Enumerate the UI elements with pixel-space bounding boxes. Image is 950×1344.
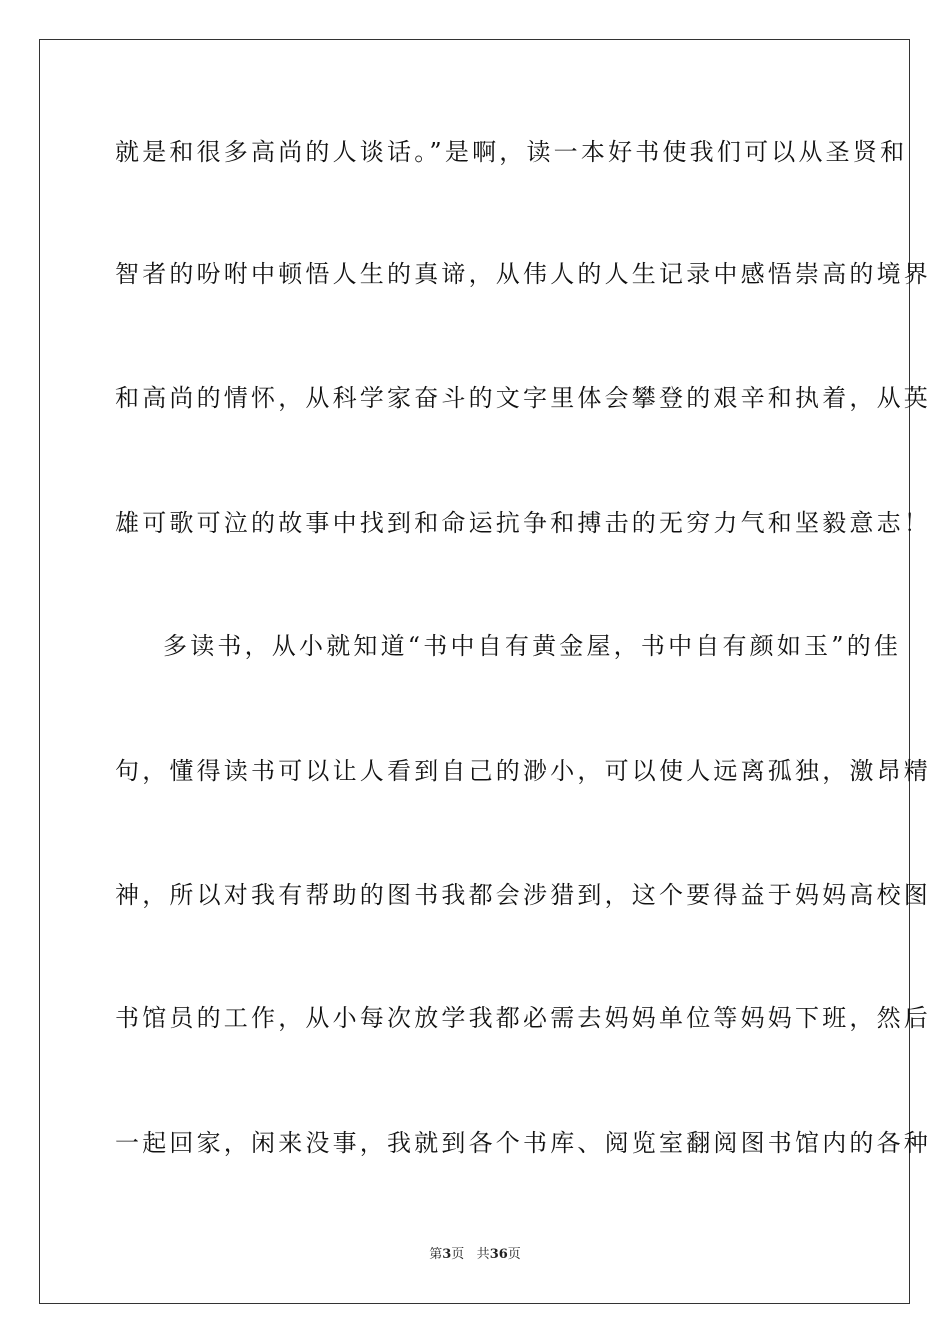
footer-page-suffix: 页 xyxy=(451,1247,465,1262)
footer-total-suffix: 页 xyxy=(507,1247,521,1262)
text-line: 神，所以对我有帮助的图书我都会涉猎到，这个要得益于妈妈高校图 xyxy=(115,881,931,909)
text-line: 一起回家，闲来没事，我就到各个书库、阅览室翻阅图书馆内的各种 xyxy=(115,1129,931,1157)
footer-page-number: 3 xyxy=(442,1247,452,1262)
text-line: 就是和很多高尚的人谈话。”是啊，读一本好书使我们可以从圣贤和 xyxy=(115,138,908,166)
page-border xyxy=(39,39,931,1304)
footer-total-pages: 36 xyxy=(489,1247,508,1262)
text-line: 智者的吩咐中顿悟人生的真谛，从伟人的人生记录中感悟崇高的境界 xyxy=(115,260,931,288)
text-line: 雄可歌可泣的故事中找到和命运抗争和搏击的无穷力气和坚毅意志！ xyxy=(115,509,931,537)
text-line: 句，懂得读书可以让人看到自己的渺小，可以使人远离孤独，激昂精 xyxy=(115,757,931,785)
page-footer xyxy=(0,1246,950,1264)
text-line: 书馆员的工作，从小每次放学我都必需去妈妈单位等妈妈下班，然后 xyxy=(115,1004,931,1032)
footer-page-prefix: 第 xyxy=(429,1247,443,1262)
text-line: 和高尚的情怀，从科学家奋斗的文字里体会攀登的艰辛和执着，从英 xyxy=(115,384,931,412)
paragraph-first-line: 多读书，从小就知道“书中自有黄金屋，书中自有颜如玉”的佳 xyxy=(163,632,902,660)
footer-total-prefix: 共 xyxy=(476,1247,490,1262)
